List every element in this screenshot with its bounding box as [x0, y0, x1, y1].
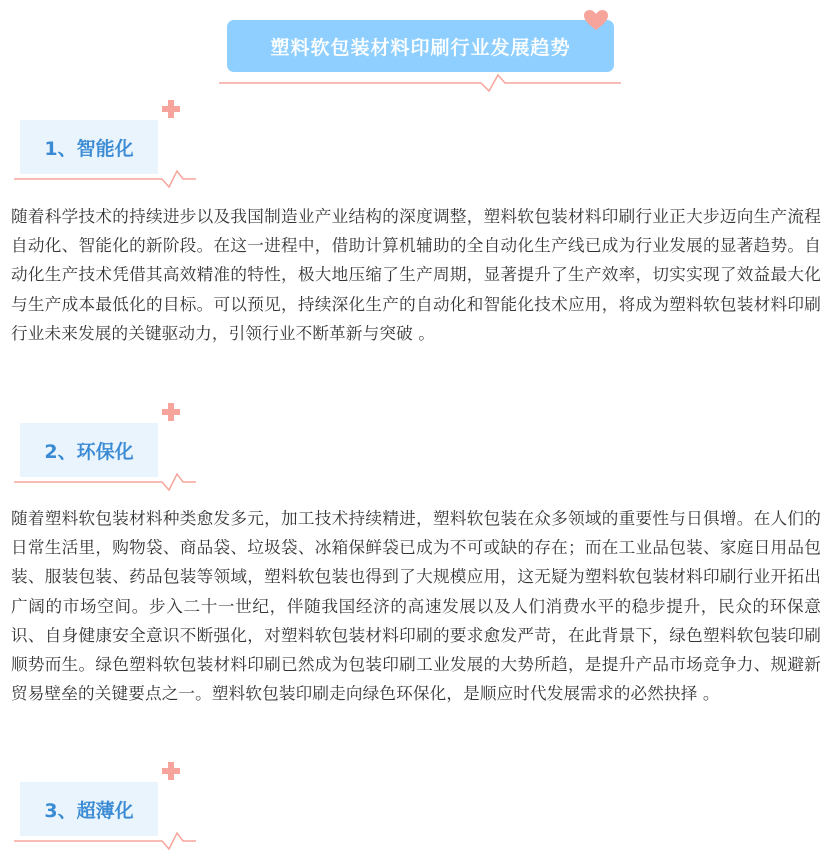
section-title: 2、环保化: [44, 440, 134, 463]
page-title: 塑料软包装材料印刷行业发展趋势: [270, 36, 571, 59]
heading-divider-line: [14, 168, 196, 190]
section-title: 3、超薄化: [44, 799, 134, 822]
section-paragraph-2: 随着塑料软包装材料种类愈发多元，加工技术持续精进，塑料软包装在众多领域的重要性与日俱增。在人们的日常生活里，购物袋、商品袋、垃圾袋、冰箱保鲜袋已成为不可或缺的存在；而在工业品包装、家庭日用品包装、服装包装、药品包装等领域，塑料软包装也得到了大规模应用，这无疑为塑料软包装材料印刷行业开拓出广阔的市场空间。步入二十一世纪，伴随我国经济的高速发展以及人们消费水平的稳步提升，民众的环保意识、自身健康安全意识不断强化，对塑料软包装材料印刷的要求愈发严苛，在此背景下，绿色塑料软包装印刷顺势而生。绿色塑料软包装材料印刷已然成为包装印刷工业发展的大势所趋，是提升产品市场竞争力、规避新贸易壁垒的关键要点之一。塑料软包装印刷走向绿色环保化，是顺应时代发展需求的必然抉择 。: [11, 509, 821, 704]
heading-divider-line: [14, 471, 196, 493]
title-divider-line: [219, 72, 621, 94]
section-heading-1: [0, 100, 200, 180]
plus-icon: [162, 762, 180, 780]
heading-box: [20, 120, 158, 174]
plus-icon: [162, 403, 180, 421]
section-heading-2: [0, 403, 200, 483]
heart-icon: [583, 9, 609, 31]
title-banner: [227, 20, 614, 72]
section-title: 1、智能化: [44, 137, 134, 160]
section-paragraph-1: 随着科学技术的持续进步以及我国制造业产业结构的深度调整，塑料软包装材料印刷行业正大步迈向生产流程自动化、智能化的新阶段。在这一进程中，借助计算机辅助的全自动化生产线已成为行业发展的显著趋势。自动化生产技术凭借其高效精准的特性，极大地压缩了生产周期，显著提升了生产效率，切实实现了效益最大化与生产成本最低化的目标。可以预见，持续深化生产的自动化和智能化技术应用，将成为塑料软包装材料印刷行业未来发展的关键驱动力，引领行业不断革新与突破 。: [11, 207, 821, 343]
heading-box: [20, 782, 158, 836]
heading-box: [20, 423, 158, 477]
plus-icon: [162, 100, 180, 118]
section-heading-3: [0, 762, 200, 842]
